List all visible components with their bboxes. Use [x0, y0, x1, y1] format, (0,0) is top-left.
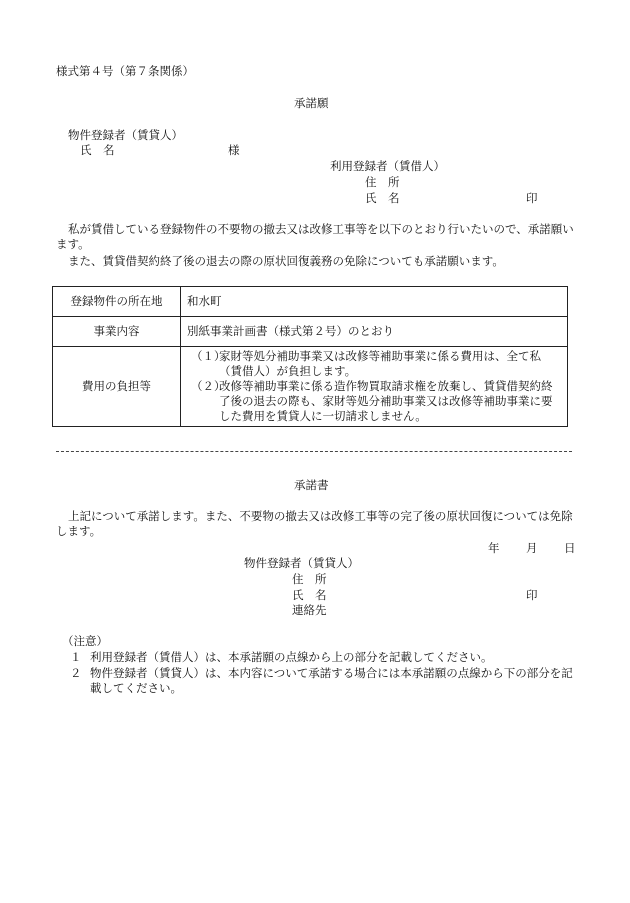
note-number: １	[70, 650, 82, 664]
owner-heading: 物件登録者（賃貸人）	[68, 128, 183, 142]
cost-item-1	[183, 349, 561, 379]
user-heading: 利用登録者（賃借人）	[330, 159, 445, 173]
consent-title: 承諾書	[294, 478, 329, 492]
user-name-label: 氏 名	[365, 191, 400, 205]
consent-name-label: 氏 名	[292, 588, 327, 602]
note-text: 利用登録者（賃借人）は、本承諾願の点線から上の部分を記載してください。	[90, 650, 493, 664]
location-value: 和水町	[181, 287, 568, 317]
note-number: ２	[70, 666, 82, 680]
user-address-label: 住 所	[365, 175, 400, 189]
notes-heading: （注意）	[62, 634, 108, 648]
consent-owner-heading: 物件登録者（賃貸人）	[244, 556, 359, 570]
table-row	[53, 347, 568, 427]
consent-seal: 印	[526, 588, 538, 602]
request-details-table	[52, 286, 568, 427]
note-item-2	[64, 666, 574, 696]
note-text: 物件登録者（賃貸人）は、本内容について承諾する場合には本承諾願の点線から下の部分を記載してください。	[90, 666, 573, 695]
work-value: 別紙事業計画書（様式第２号）のとおり	[181, 317, 568, 347]
cost-value	[181, 347, 568, 427]
request-body-2: また、賃貸借契約終了後の退去の際の原状回復義務の免除についても承諾願います。	[68, 254, 504, 268]
cost-item-number: （１）	[191, 349, 226, 363]
consent-address-label: 住 所	[292, 572, 327, 586]
form-number: 様式第４号（第７条関係）	[56, 64, 194, 78]
cost-item-number: （２）	[191, 379, 226, 393]
cost-item-text: 改修等補助事業に係る造作物買取請求権を放棄し、賃貸借契約終了後の退去の際も、家財等処分補助事業又は改修等補助事業に要した費用を賃貸人に一切請求しません。	[219, 379, 553, 423]
cost-item-2	[183, 379, 561, 424]
note-item-1	[64, 650, 574, 665]
dotted-separator	[56, 451, 572, 452]
date-month: 月	[526, 541, 538, 555]
request-title: 承諾願	[294, 96, 329, 110]
consent-body: 上記について承諾します。また、不要物の撤去又は改修工事等の完了後の原状回復については免除します。	[56, 509, 573, 538]
request-body-1: 私が賃借している登録物件の不要物の撤去又は改修工事等を以下のとおり行いたいので、承諾願います。	[56, 222, 574, 251]
cost-item-text: 家財等処分補助事業又は改修等補助事業に係る費用は、全て私（賃借人）が負担します。	[219, 349, 541, 378]
location-label: 登録物件の所在地	[53, 287, 181, 317]
consent-contact-label: 連絡先	[292, 603, 327, 617]
date-year: 年	[488, 541, 500, 555]
date-day: 日	[564, 541, 576, 555]
user-seal: 印	[526, 191, 538, 205]
owner-name-label: 氏 名	[80, 143, 115, 157]
table-row	[53, 287, 568, 317]
table-row	[53, 317, 568, 347]
work-label: 事業内容	[53, 317, 181, 347]
cost-label: 費用の負担等	[53, 347, 181, 427]
owner-honorific: 様	[228, 143, 240, 157]
